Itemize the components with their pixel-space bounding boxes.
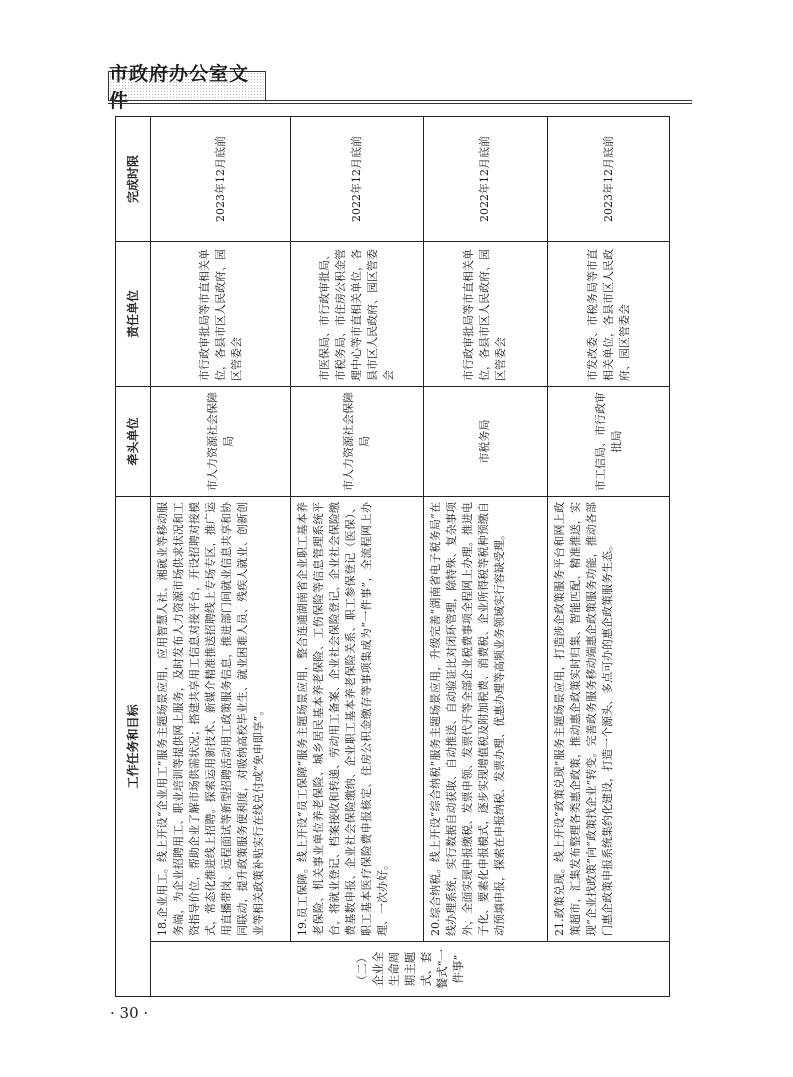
header-rule	[108, 100, 692, 101]
table-row	[151, 116, 291, 996]
task-cell: 20.综合纳税。线上开设“综合纳税”服务主题场景应用，升级完善“湖南省电子税务局”在线办理系统，实行数据自动获取、自动推送、自动验证比对闭环管理，除特殊、复杂事项外，全面实现申报缴税、发票申领、发票代开等全部企业税费事项全程网上办理。推进电子化、要素化申报模式，逐步实现增值税及附加税费、消费税、企业所得税等税种预缴自动预填申报，探索在申报纳税、发票办理、优惠办理等高频业务领域实行容缺受理。	[423, 496, 548, 941]
deadline-cell: 2023年12月底前	[548, 116, 670, 241]
lead-cell: 市人力资源社会保障局	[151, 386, 291, 496]
lead-cell: 市工信局、市行政审批局	[548, 386, 670, 496]
table-row	[291, 116, 423, 996]
header-resp: 责任单位	[116, 241, 151, 386]
rotated-table-area	[115, 117, 670, 997]
resp-cell: 市行政审批局等市直相关单位，各县市区人民政府、园区管委会	[423, 241, 548, 386]
section-label: （二）企业全生命周期主题式、套餐式“一件事”	[151, 942, 670, 997]
deadline-cell: 2022年12月底前	[291, 116, 423, 241]
table-row	[548, 116, 670, 996]
document-header-title: 市政府办公室文件	[108, 71, 266, 101]
page-number: · 30 ·	[110, 1004, 149, 1022]
lead-cell: 市税务局	[423, 386, 548, 496]
table-row	[423, 116, 548, 996]
lead-cell: 市人力资源社会保障局	[291, 386, 423, 496]
task-table	[115, 116, 670, 997]
header-rule-thin	[108, 103, 692, 104]
task-cell: 21.政策兑现。线上开设“政策兑现”服务主题场景应用，打造涉企政策服务平台和网上政策超市，汇集发布整理各类惠企政策，推动惠企政策实时归集、智能匹配、精准推送，实现“企业找政策”向“政策找企业”转变。完善政务服务移动端惠企政策服务功能，推动各部门惠企政策申报系统集约化建设，打造一个源头、多点可办的惠企政策服务生态。	[548, 496, 670, 941]
deadline-cell: 2023年12月底前	[151, 116, 291, 241]
deadline-cell: 2022年12月底前	[423, 116, 548, 241]
resp-cell: 市发改委、市税务局等市直相关单位，各县市区人民政府、园区管委会	[548, 241, 670, 386]
resp-cell: 市行政审批局等市直相关单位，各县市区人民政府、园区管委会	[151, 241, 291, 386]
table-header-row	[116, 116, 151, 996]
header-task: 工作任务和目标	[116, 496, 151, 996]
header-lead: 牵头单位	[116, 386, 151, 496]
header-deadline: 完成时限	[116, 116, 151, 241]
task-cell: 19.员工保障。线上开设“员工保障”服务主题场景应用，整合连通湖南省企业职工基本养老保险、机关事业单位养老保险、城乡居民基本养老保险、工伤保险等信息管理系统平台，将就业登记、档案接收和转递、劳动用工备案、企业社会保险登记、企业社会保险缴费基数申报、企业社会保险缴纳、企业职工基本养老保险关系、职工参保登记（医保）、职工基本医疗保险费申报核定、住房公积金缴存等事项集成为“一件事”，全流程网上办理、一次办好。	[291, 496, 423, 941]
task-cell: 18.企业用工。线上开设“企业用工”服务主题场景应用，应用智慧人社、湘就业等移动服务端，为企业招聘用工、职业培训等提供网上服务，及时发布人力资源市场供求状况和工资指导价位，帮助企业了解市场供需状况；搭建共享用工信息对接平台，开设招聘对接模式，常态化推进线上招聘。探索运用新技术、新媒介精准推送招聘线上专场专区，推广运用直播带岗、远程面试等新型招聘活动用工政策服务信息，推进部门间就业信息共享和协同联动，提升政策服务便利度，对吸纳高校毕业生、就业困难人员、残疾人就业、创新创业等相关政策补贴实行在线兑付或“免申即享”。	[151, 496, 291, 941]
table-rotator	[115, 117, 670, 997]
resp-cell: 市医保局、市行政审批局、市税务局、市住房公积金管理中心等市直相关单位，各县市区人民政府、园区管委会	[291, 241, 423, 386]
